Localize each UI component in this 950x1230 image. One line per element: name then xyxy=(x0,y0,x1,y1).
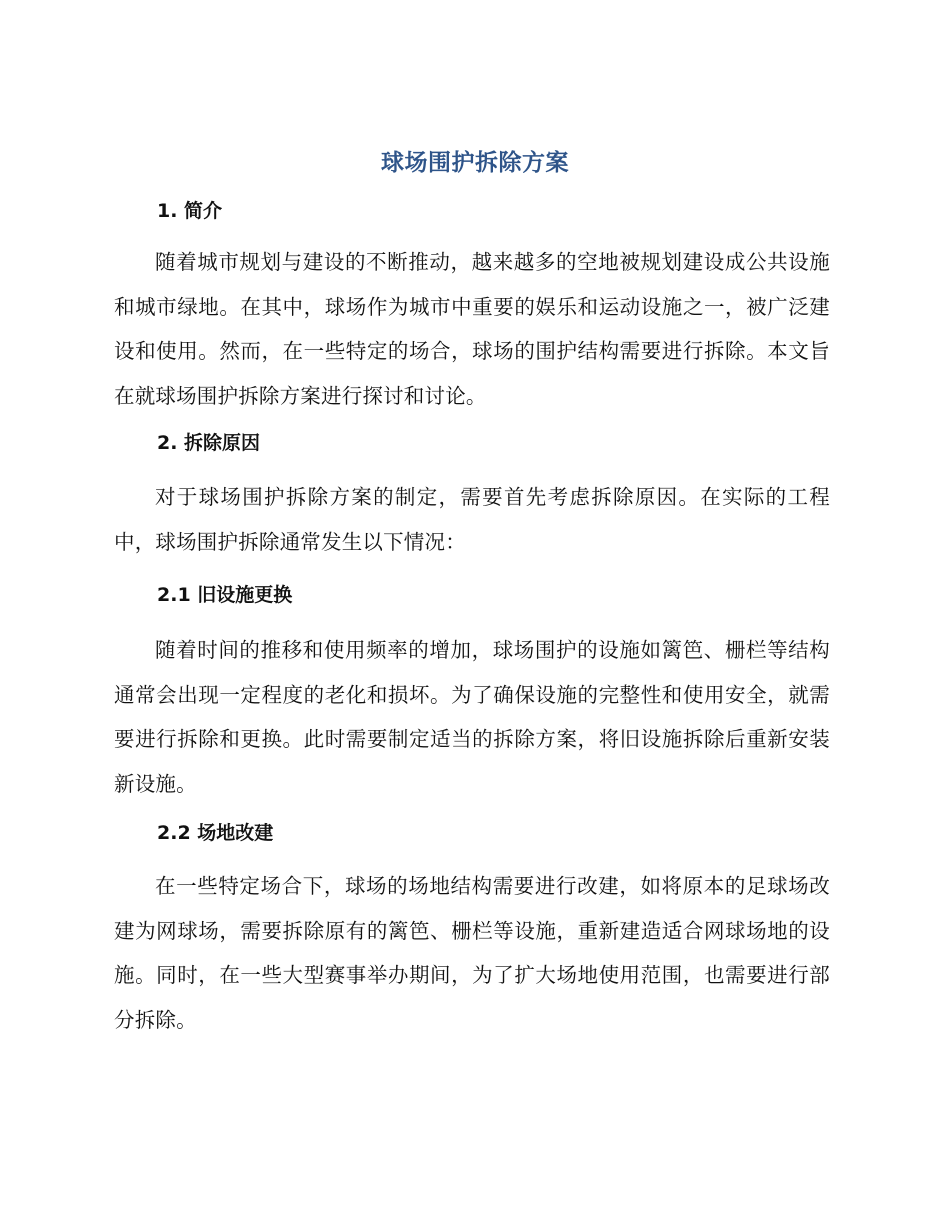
section-heading-reasons: 2. 拆除原因 xyxy=(157,432,261,454)
section-heading-renovation: 2.2 场地改建 xyxy=(157,822,274,844)
paragraph-replacement: 随着时间的推移和使用频率的增加，球场围护的设施如篱笆、栅栏等结构通常会出现一定程度的老化和损坏。为了确保设施的完整性和使用安全，就需要进行拆除和更换。此时需要制定适当的拆除方案，将旧设施拆除后重新安装新设施。 xyxy=(114,638,830,796)
paragraph-reasons: 对于球场围护拆除方案的制定，需要首先考虑拆除原因。在实际的工程中，球场围护拆除通常发生以下情况： xyxy=(114,485,830,554)
document-title: 球场围护拆除方案 xyxy=(381,150,569,176)
paragraph-renovation: 在一些特定场合下，球场的场地结构需要进行改建，如将原本的足球场改建为网球场，需要拆除原有的篱笆、栅栏等设施，重新建造适合网球场地的设施。同时，在一些大型赛事举办期间，为了扩大场地使用范围，也需要进行部分拆除。 xyxy=(114,874,830,1032)
section-heading-replacement: 2.1 旧设施更换 xyxy=(157,584,293,606)
section-heading-intro: 1. 简介 xyxy=(157,200,223,222)
paragraph-intro: 随着城市规划与建设的不断推动，越来越多的空地被规划建设成公共设施和城市绿地。在其中，球场作为城市中重要的娱乐和运动设施之一，被广泛建设和使用。然而，在一些特定的场合，球场的围护结构需要进行拆除。本文旨在就球场围护拆除方案进行探讨和讨论。 xyxy=(114,250,830,408)
